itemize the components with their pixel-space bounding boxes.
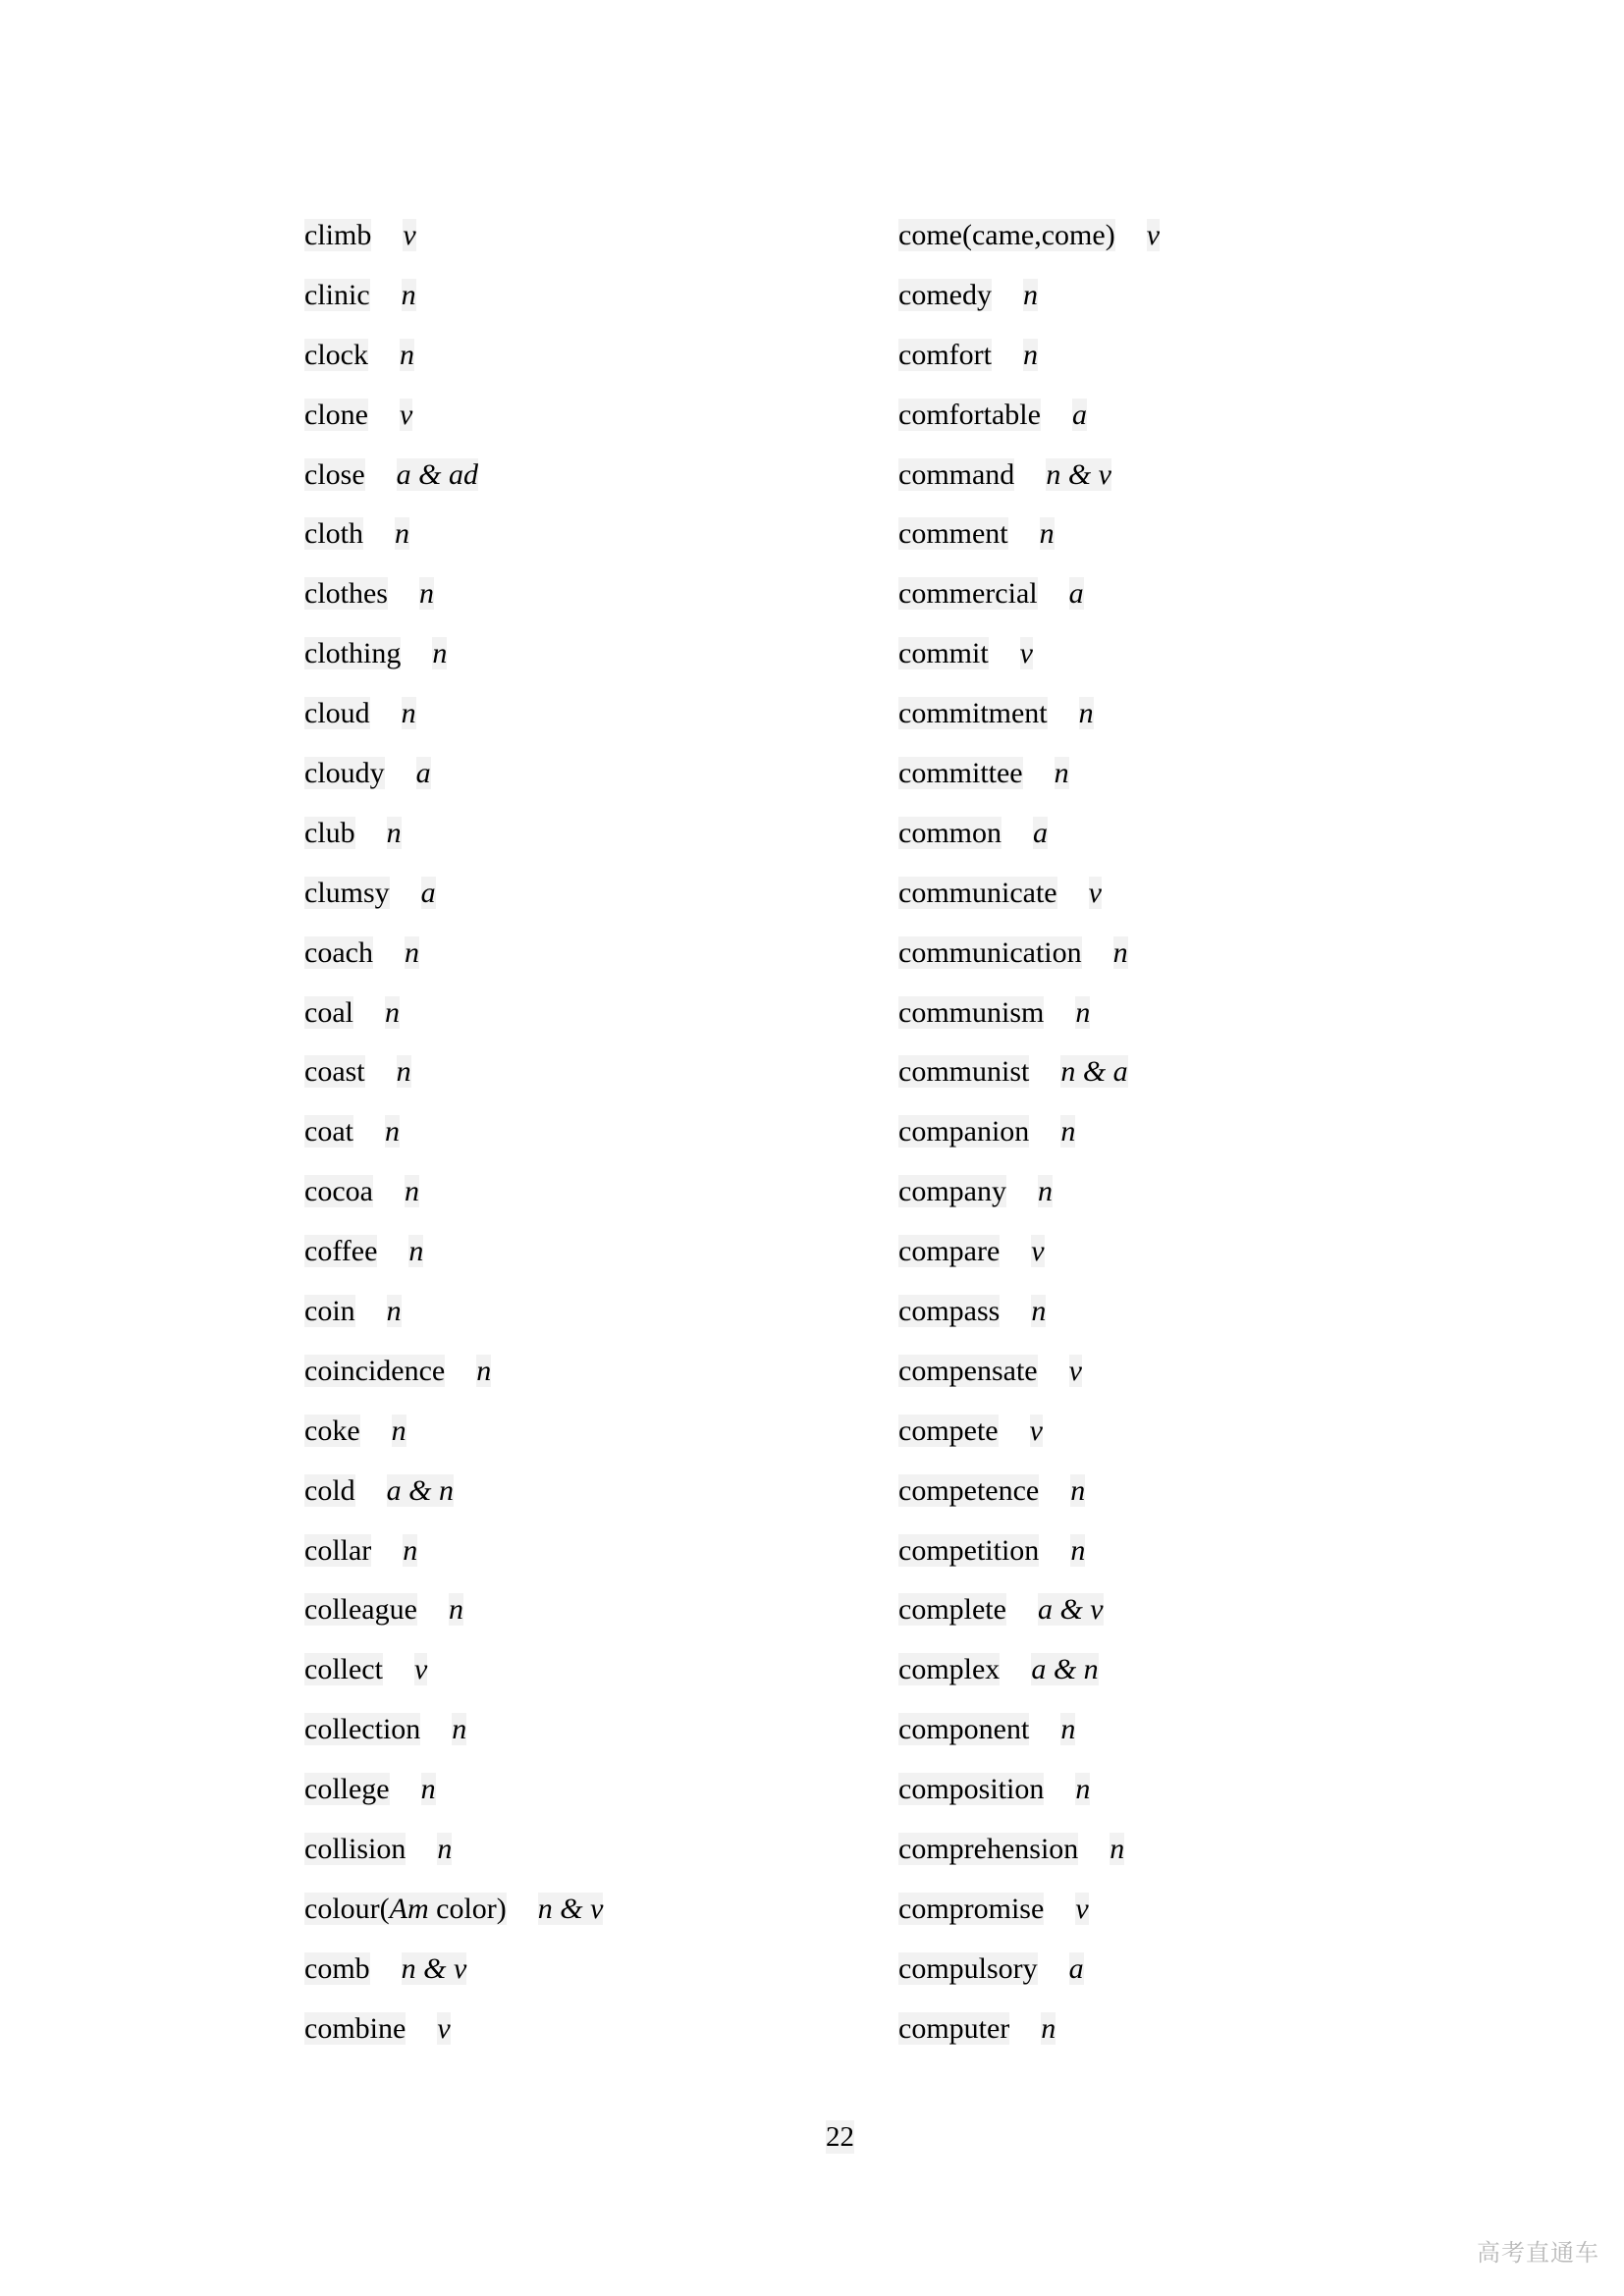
word-text-segment: communicate	[898, 876, 1057, 909]
word-text	[304, 637, 401, 669]
word-text-segment: competition	[898, 1533, 1040, 1567]
word-entry	[898, 1342, 1160, 1402]
part-of-speech-tag: v	[1031, 1235, 1045, 1268]
part-of-speech-tag: n & v	[1046, 457, 1111, 491]
word-text	[304, 1593, 417, 1626]
word-text-segment: clumsy	[304, 876, 390, 909]
part-of-speech-tag: n	[401, 278, 416, 311]
word-entry	[898, 446, 1160, 506]
word-text-segment: combine	[304, 2011, 406, 2045]
word-entry	[304, 206, 603, 266]
word-entry	[898, 1282, 1160, 1342]
part-of-speech-tag: n	[404, 1175, 419, 1208]
part-of-speech-tag: n	[401, 697, 416, 730]
word-entry	[898, 505, 1160, 564]
word-entry	[898, 684, 1160, 744]
word-text-segment: companion	[898, 1115, 1030, 1148]
word-text-segment: comfortable	[898, 398, 1041, 431]
word-text-segment: colleague	[304, 1593, 417, 1627]
word-text-segment: company	[898, 1175, 1006, 1208]
word-text	[304, 339, 368, 371]
part-of-speech-tag: n	[1070, 1533, 1086, 1567]
word-entry	[304, 1940, 603, 2000]
word-entry	[898, 1222, 1160, 1282]
word-entry	[304, 1820, 603, 1880]
part-of-speech-tag: v	[1088, 876, 1102, 909]
word-text	[304, 517, 363, 550]
part-of-speech-tag: a & n	[386, 1473, 454, 1507]
word-text	[304, 577, 388, 610]
word-text	[898, 877, 1057, 909]
word-entry	[304, 744, 603, 804]
word-entry	[304, 2000, 603, 2059]
word-entry	[304, 266, 603, 326]
part-of-speech-tag: n	[408, 1235, 424, 1268]
word-text-segment: command	[898, 457, 1015, 491]
word-text	[898, 399, 1041, 431]
word-text-segment: coke	[304, 1414, 360, 1447]
word-text	[304, 697, 370, 729]
word-text-segment: collect	[304, 1653, 383, 1686]
word-entry	[304, 1580, 603, 1640]
part-of-speech-tag: n	[1022, 278, 1038, 311]
word-entry	[898, 744, 1160, 804]
part-of-speech-tag: n	[1031, 1295, 1047, 1328]
word-text	[304, 1893, 507, 1925]
word-text	[898, 637, 989, 669]
word-entry	[898, 1760, 1160, 1820]
part-of-speech-tag: v	[437, 2011, 451, 2045]
word-text-segment: coast	[304, 1055, 365, 1089]
part-of-speech-tag: n	[1075, 1773, 1091, 1806]
part-of-speech-tag: n & v	[401, 1951, 467, 1985]
part-of-speech-tag: v	[413, 1653, 428, 1686]
part-of-speech-tag: v	[1068, 1354, 1082, 1387]
part-of-speech-tag: v	[399, 398, 413, 431]
word-entry	[898, 564, 1160, 624]
word-text-segment: coincidence	[304, 1354, 446, 1387]
word-text	[304, 1415, 360, 1447]
part-of-speech-tag: n	[1037, 1175, 1053, 1208]
word-text	[898, 1415, 999, 1447]
word-text	[898, 1235, 1000, 1267]
part-of-speech-tag: n	[418, 577, 434, 611]
word-text	[304, 1355, 445, 1387]
part-of-speech-tag: n	[1022, 338, 1038, 371]
part-of-speech-tag: n	[391, 1414, 406, 1447]
word-entry	[898, 624, 1160, 684]
word-entry	[304, 1162, 603, 1222]
word-text	[898, 1773, 1044, 1805]
part-of-speech-tag: n	[476, 1354, 492, 1387]
word-text	[304, 1653, 383, 1685]
word-text-segment: coal	[304, 995, 353, 1029]
word-entry	[304, 1700, 603, 1760]
word-text	[898, 219, 1115, 251]
word-text-segment: climb	[304, 219, 372, 251]
word-text	[304, 1235, 377, 1267]
word-text-segment: color)	[428, 1892, 507, 1925]
word-entry	[898, 2000, 1160, 2059]
word-text-segment: commercial	[898, 577, 1038, 611]
word-entry	[304, 1760, 603, 1820]
word-text-segment: commit	[898, 637, 989, 670]
part-of-speech-tag: n	[386, 816, 402, 849]
part-of-speech-tag: n	[420, 1773, 436, 1806]
word-text	[304, 1175, 373, 1207]
word-text	[304, 877, 390, 909]
word-text	[898, 279, 992, 311]
word-text	[898, 1474, 1039, 1507]
word-text-italic-segment: Am	[389, 1892, 429, 1925]
word-entry	[304, 924, 603, 984]
part-of-speech-tag: v	[1075, 1892, 1089, 1925]
word-text-segment: close	[304, 457, 365, 491]
word-text-segment: compete	[898, 1414, 999, 1447]
word-text	[898, 458, 1014, 491]
part-of-speech-tag: n	[399, 338, 414, 371]
word-entry	[304, 1042, 603, 1102]
word-text-segment: coin	[304, 1295, 355, 1328]
word-text	[898, 1175, 1006, 1207]
word-text	[304, 219, 371, 251]
word-text	[304, 996, 353, 1029]
word-text-segment: come(came,come)	[898, 219, 1115, 251]
word-text	[304, 1474, 355, 1507]
word-entry	[898, 1522, 1160, 1581]
word-text-segment: committee	[898, 757, 1023, 790]
part-of-speech-tag: n	[448, 1593, 463, 1627]
word-entry	[898, 206, 1160, 266]
part-of-speech-tag: a & v	[1037, 1593, 1104, 1627]
word-entry	[304, 1282, 603, 1342]
word-text	[304, 1713, 420, 1745]
part-of-speech-tag: n	[1112, 935, 1128, 969]
part-of-speech-tag: n	[1039, 517, 1055, 551]
word-text-segment: collection	[304, 1713, 421, 1746]
word-text-segment: communist	[898, 1055, 1030, 1089]
word-text	[898, 2012, 1009, 2045]
word-entry	[898, 1162, 1160, 1222]
word-entry	[304, 1880, 603, 1940]
page-number: 22	[826, 2121, 854, 2153]
word-text-segment: commitment	[898, 697, 1048, 730]
word-text	[304, 817, 355, 849]
part-of-speech-tag: v	[1029, 1414, 1043, 1447]
word-text-segment: clothing	[304, 637, 402, 670]
word-text	[898, 1833, 1078, 1865]
word-entry	[304, 1522, 603, 1581]
part-of-speech-tag: n	[396, 1055, 411, 1089]
word-text	[898, 1534, 1039, 1567]
word-text-segment: cloudy	[304, 757, 385, 790]
word-text-segment: computer	[898, 2011, 1010, 2045]
word-text-segment: compare	[898, 1235, 1001, 1268]
word-text-segment: college	[304, 1773, 390, 1806]
part-of-speech-tag: n	[1075, 995, 1091, 1029]
word-text-segment: colour(	[304, 1892, 390, 1925]
word-text-segment: comedy	[898, 278, 992, 311]
word-text	[898, 517, 1008, 550]
word-entry	[898, 924, 1160, 984]
word-text-segment: competence	[898, 1473, 1040, 1507]
word-text	[898, 936, 1082, 969]
part-of-speech-tag: n & a	[1060, 1055, 1128, 1089]
word-text	[898, 1055, 1029, 1088]
word-entry	[304, 804, 603, 864]
part-of-speech-tag: n	[432, 637, 448, 670]
word-text	[898, 1893, 1044, 1925]
word-text	[898, 339, 992, 371]
word-entry	[898, 1700, 1160, 1760]
part-of-speech-tag: n	[1060, 1115, 1076, 1148]
part-of-speech-tag: n	[452, 1713, 467, 1746]
word-entry	[304, 386, 603, 446]
word-text	[304, 1055, 365, 1088]
word-text-segment: composition	[898, 1773, 1045, 1806]
word-list-left-column	[304, 206, 603, 2059]
part-of-speech-tag: a	[1033, 816, 1048, 849]
word-text-segment: communication	[898, 935, 1082, 969]
word-text-segment: cloud	[304, 697, 370, 730]
word-entry	[304, 684, 603, 744]
word-text	[304, 1115, 353, 1148]
word-text	[898, 1355, 1038, 1387]
word-text	[898, 1713, 1029, 1745]
word-text-segment: component	[898, 1713, 1030, 1746]
word-entry	[304, 984, 603, 1043]
word-entry	[898, 1042, 1160, 1102]
word-text-segment: collar	[304, 1533, 372, 1567]
word-text	[304, 936, 373, 969]
part-of-speech-tag: a	[415, 757, 431, 790]
word-text-segment: coach	[304, 935, 373, 969]
part-of-speech-tag: n	[403, 1533, 418, 1567]
word-entry	[898, 1880, 1160, 1940]
part-of-speech-tag: v	[1146, 219, 1161, 251]
part-of-speech-tag: v	[403, 219, 416, 251]
word-text	[304, 458, 365, 491]
word-entry	[898, 1402, 1160, 1462]
word-text-segment: compensate	[898, 1354, 1038, 1387]
word-text	[898, 1653, 1000, 1685]
word-entry	[304, 446, 603, 506]
word-text	[898, 1295, 1000, 1327]
part-of-speech-tag: n	[404, 935, 419, 969]
word-text-segment: coffee	[304, 1235, 378, 1268]
word-text	[304, 1295, 355, 1327]
word-entry	[898, 1640, 1160, 1700]
word-entry	[304, 1462, 603, 1522]
word-entry	[304, 864, 603, 924]
word-entry	[304, 1222, 603, 1282]
part-of-speech-tag: n	[1060, 1713, 1076, 1746]
word-text	[304, 1833, 406, 1865]
word-entry	[898, 1580, 1160, 1640]
part-of-speech-tag: n	[384, 995, 400, 1029]
part-of-speech-tag: a	[1068, 577, 1084, 611]
word-text	[898, 817, 1001, 849]
part-of-speech-tag: v	[1019, 637, 1033, 670]
part-of-speech-tag: n	[395, 517, 409, 551]
part-of-speech-tag: n	[437, 1833, 453, 1866]
word-text-segment: compass	[898, 1295, 1001, 1328]
word-text	[304, 757, 385, 789]
word-text-segment: comment	[898, 517, 1008, 551]
part-of-speech-tag: a & n	[1031, 1653, 1099, 1686]
word-text-segment: collision	[304, 1833, 406, 1866]
word-text-segment: clothes	[304, 577, 388, 611]
word-entry	[304, 564, 603, 624]
part-of-speech-tag: a	[1068, 1951, 1084, 1985]
word-entry	[304, 1640, 603, 1700]
word-text-segment: complex	[898, 1653, 1001, 1686]
word-text-segment: comb	[304, 1951, 370, 1985]
word-entry	[898, 1940, 1160, 2000]
word-text-segment: compulsory	[898, 1951, 1038, 1985]
word-text-segment: cocoa	[304, 1175, 373, 1208]
part-of-speech-tag: a	[1071, 398, 1087, 431]
word-text-segment: complete	[898, 1593, 1006, 1627]
word-entry	[304, 1402, 603, 1462]
part-of-speech-tag: n	[386, 1295, 402, 1328]
word-text	[898, 1115, 1029, 1148]
word-entry	[898, 804, 1160, 864]
word-entry	[898, 1462, 1160, 1522]
part-of-speech-tag: a & ad	[396, 457, 478, 491]
word-text-segment: cloth	[304, 517, 363, 551]
part-of-speech-tag: n	[1110, 1833, 1125, 1866]
word-entry	[898, 326, 1160, 386]
word-entry	[304, 1102, 603, 1162]
word-text	[898, 1593, 1006, 1626]
watermark: 高考直通车	[1477, 2240, 1599, 2267]
part-of-speech-tag: n	[1054, 757, 1069, 790]
part-of-speech-tag: n	[1070, 1473, 1086, 1507]
part-of-speech-tag: n	[1041, 2011, 1056, 2045]
word-text	[304, 399, 368, 431]
word-entry	[898, 984, 1160, 1043]
word-text-segment: compromise	[898, 1892, 1045, 1925]
word-text-segment: comfort	[898, 338, 992, 371]
part-of-speech-tag: n	[384, 1115, 400, 1148]
word-entry	[304, 505, 603, 564]
word-entry	[898, 266, 1160, 326]
word-text	[304, 279, 370, 311]
word-text	[898, 697, 1048, 729]
word-text-segment: clock	[304, 338, 368, 371]
word-text-segment: clinic	[304, 278, 370, 311]
word-text	[304, 1952, 370, 1985]
word-entry	[304, 326, 603, 386]
word-entry	[898, 864, 1160, 924]
word-text-segment: cold	[304, 1473, 355, 1507]
word-text-segment: common	[898, 816, 1001, 849]
word-text-segment: comprehension	[898, 1833, 1079, 1866]
word-text	[304, 2012, 406, 2045]
word-text	[304, 1534, 371, 1567]
word-text-segment: communism	[898, 995, 1045, 1029]
word-entry	[304, 1342, 603, 1402]
word-entry	[898, 386, 1160, 446]
word-text	[898, 577, 1038, 610]
word-text-segment: coat	[304, 1115, 353, 1148]
part-of-speech-tag: n	[1078, 697, 1094, 730]
part-of-speech-tag: n & v	[537, 1892, 604, 1925]
word-text-segment: clone	[304, 398, 368, 431]
word-text-segment: club	[304, 816, 355, 849]
part-of-speech-tag: a	[420, 876, 436, 909]
word-entry	[304, 624, 603, 684]
word-list-right-column	[898, 206, 1160, 2059]
word-entry	[898, 1102, 1160, 1162]
word-text	[898, 1952, 1038, 1985]
word-entry	[898, 1820, 1160, 1880]
word-text	[898, 996, 1044, 1029]
word-text	[304, 1773, 390, 1805]
word-text	[898, 757, 1023, 789]
